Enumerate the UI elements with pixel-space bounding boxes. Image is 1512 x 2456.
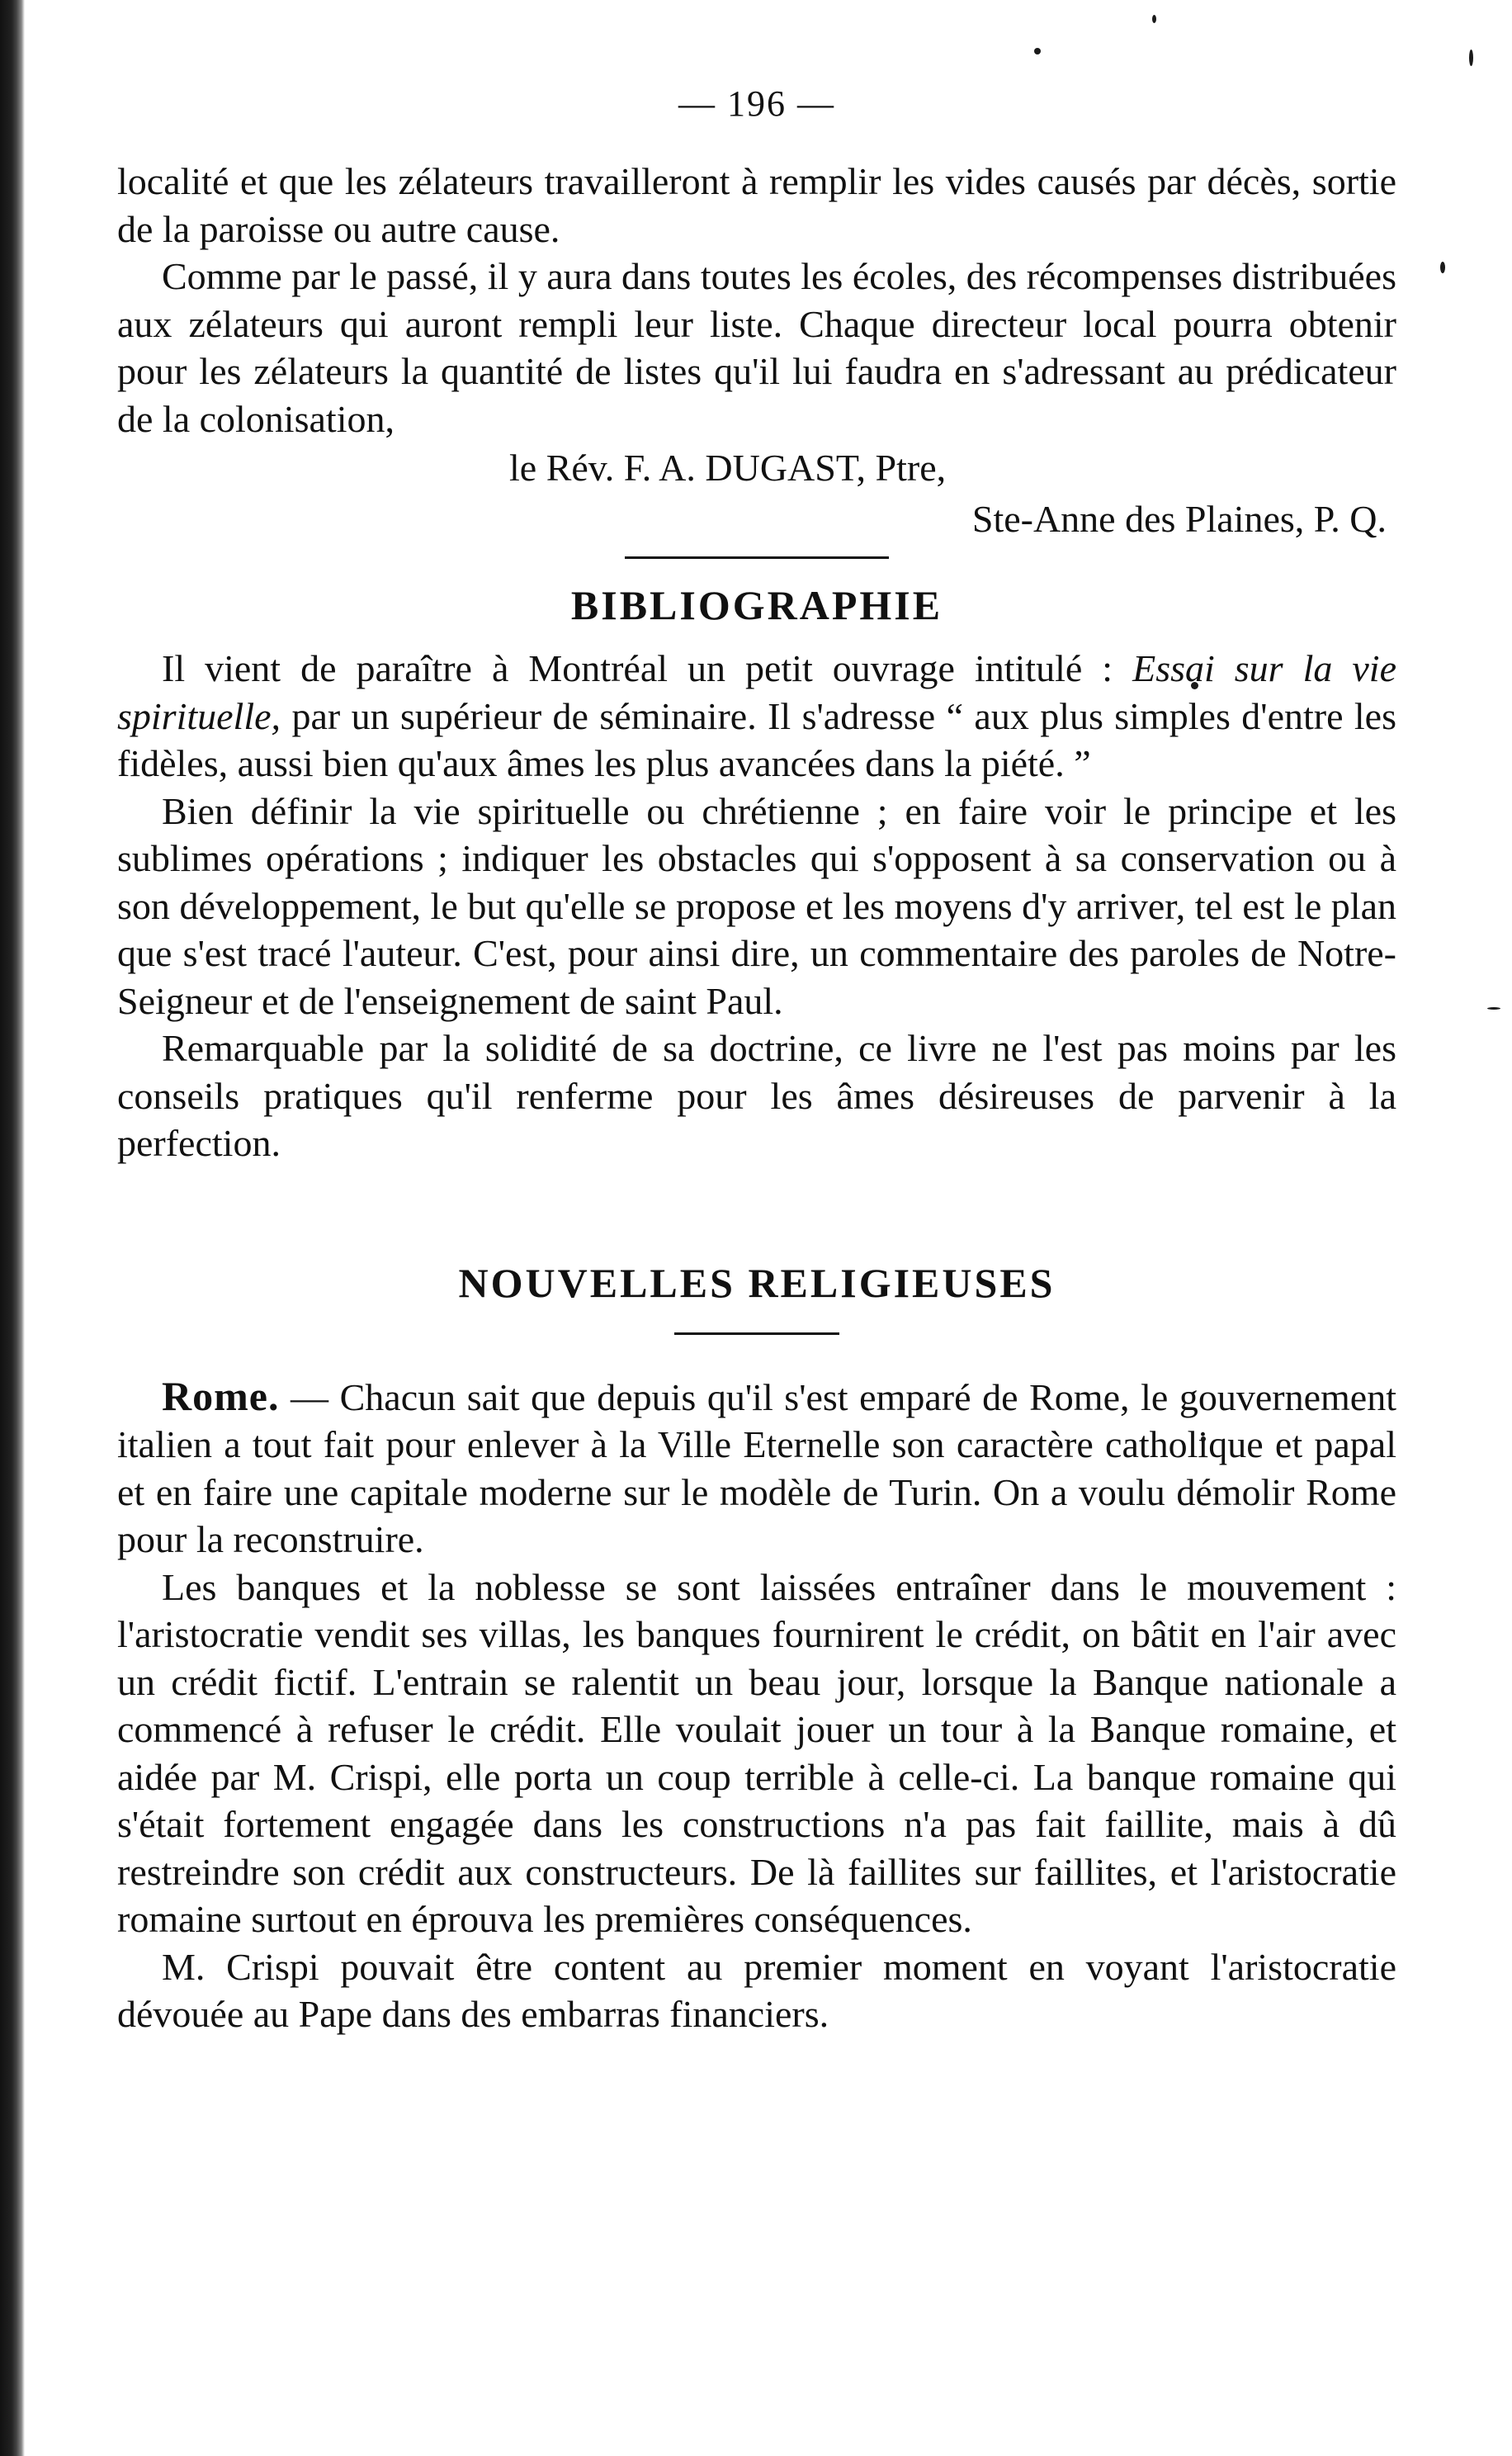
bibliographie-paragraph-1 — [117, 645, 1396, 788]
section-divider — [625, 556, 889, 559]
nouvelles-paragraph-1-text: — Chacun sait que depuis qu'il s'est emparé de Rome, le gouvernement italien a tout fait pour enlever à la Ville Eternelle son caractère catholique et papal et en faire une capitale moderne sur le modèle de Turin. On a voulu démolir Rome pour la reconstruire. — [117, 1375, 1396, 1560]
section-divider — [674, 1332, 839, 1335]
intro-paragraph-1: localité et que les zélateurs travailleront à remplir les vides causés par décès, sortie de la paroisse ou autre cause. — [117, 160, 1396, 250]
intro-paragraph-2: Comme par le passé, il y aura dans toutes les écoles, des récompenses distribuées aux zélateurs qui auront rempli leur liste. Chaque directeur local pourra obtenir pour les zélateurs la quantité de listes qu'il lui faudra en s'adressant au prédicateur de la colonisation, — [117, 255, 1396, 440]
scan-speck — [1152, 15, 1156, 23]
scan-speck — [1440, 262, 1445, 273]
bibliographie-paragraph-2: Bien définir la vie spirituelle ou chrétienne ; en faire voir le principe et les sublimes opérations ; indiquer les obstacles qui s'opposent à sa conservation ou à son développement, le but qu'elle se propose et les moyens d'y arriver, tel est le plan que s'est tracé l'auteur. C'est, pour ainsi dire, un commentaire des paroles de Notre-Seigneur et de l'enseignement de saint Paul. — [117, 789, 1396, 1022]
section-title-bibliographie: BIBLIOGRAPHIE — [570, 582, 943, 628]
nouvelles-paragraph-1 — [117, 1373, 1396, 1564]
page-number: — 196 — — [678, 83, 835, 124]
nouvelles-paragraph-2: Les banques et la noblesse se sont laissées entraîner dans le mouvement : l'aristocratie vendit ses villas, les banques fournirent le crédit, on bâtit en l'air avec un crédit fictif. L'entrain se ralentit un beau jour, lorsque la Banque nationale a commencé à refuser le crédit. Elle voulait jouer un tour à la Banque romaine, et aidée par M. Crispi, elle porta un coup terrible à celle-ci. La banque romaine qui s'était fortement engagée dans les constructions n'a pas fait faillite, mais à dû restreindre son crédit aux constructeurs. De là faillites sur faillites, et l'aristocratie romaine surtout en éprouva les premières conséquences. — [117, 1565, 1396, 1940]
bibliographie-paragraph-1-start: Il vient de paraître à Montréal un petit ouvrage intitulé : — [162, 647, 1133, 689]
signature-name: le Rév. F. A. DUGAST, Ptre, — [509, 447, 947, 489]
scan-speck — [1469, 50, 1473, 66]
bibliographie-paragraph-1-end: par un supérieur de séminaire. Il s'adresse “ aux plus simples d'entre les fidèles, aussi bien qu'aux âmes les plus avancées dans la piété. ” — [117, 694, 1396, 784]
section-title-nouvelles: NOUVELLES RELIGIEUSES — [458, 1259, 1056, 1306]
news-dateline: Rome. — [162, 1372, 280, 1419]
nouvelles-paragraph-3: M. Crispi pouvait être content au premier moment en voyant l'aristocratie dévouée au Pape dans des embarras financiers. — [117, 1945, 1396, 2035]
scan-speck — [1034, 48, 1041, 54]
bibliographie-paragraph-3: Remarquable par la solidité de sa doctrine, ce livre ne l'est pas moins par les conseils pratiques qu'il renferme pour les âmes désireuses de parvenir à la perfection. — [117, 1027, 1396, 1164]
page-binding-edge — [0, 0, 25, 2456]
signature-place: Ste-Anne des Plaines, P. Q. — [971, 498, 1387, 540]
scan-speck — [1487, 1007, 1500, 1010]
book-title: Essai sur la vie spirituelle, — [117, 647, 1396, 737]
page-content — [117, 83, 1396, 2038]
